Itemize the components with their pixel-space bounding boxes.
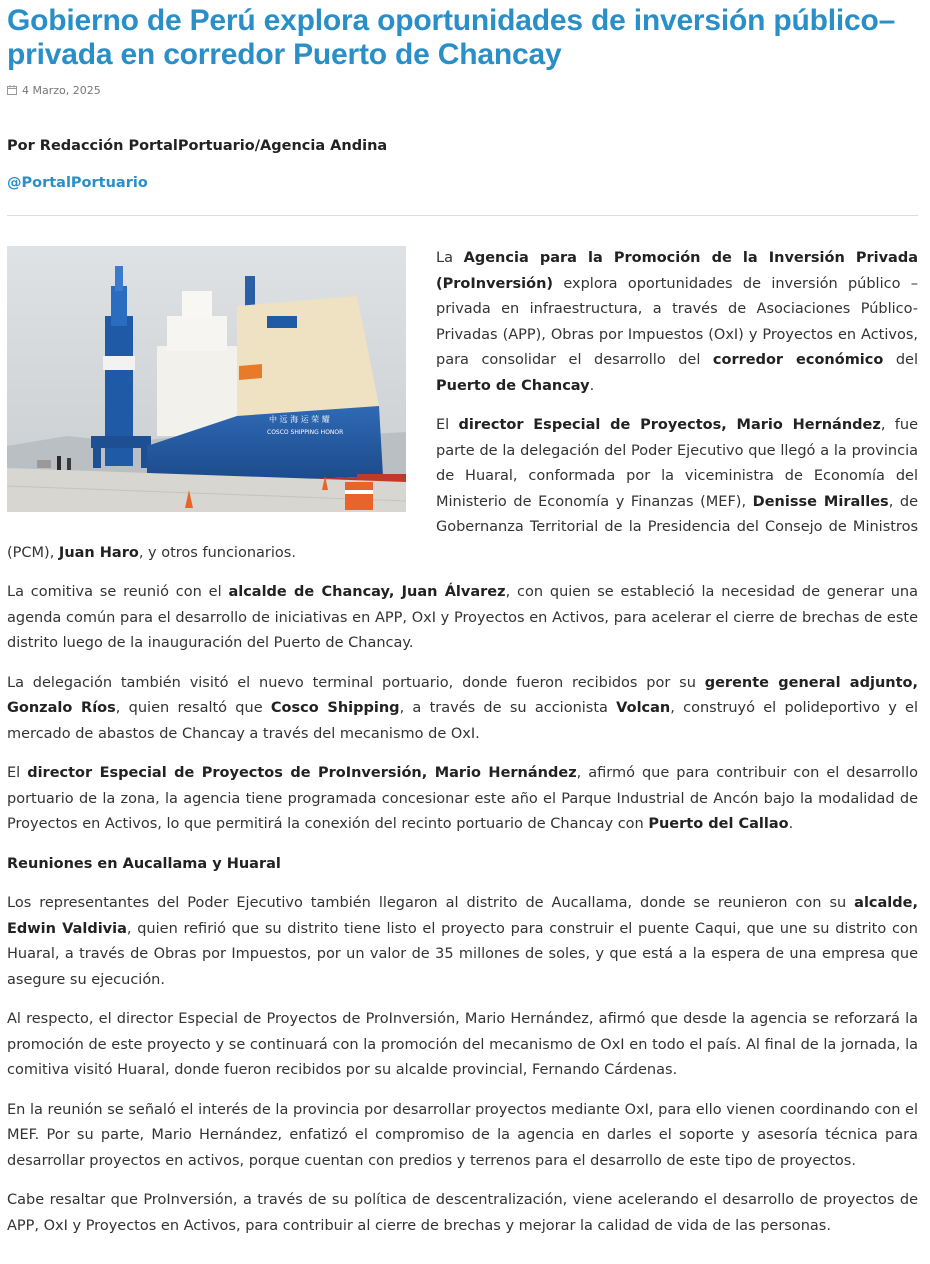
- paragraph-8: En la reunión se señaló el interés de la provincia por desarrollar proyectos mediante OxI, para ello vienen coordinando con el MEF. Por su parte, Mario Hernández, enfatizó el compromiso de la agencia en darles el soporte y asesoría técnica para desarrollar proyectos en activos, porque cuentan con predios y terrenos para el desarrollo de este tipo de proyectos.: [7, 1101, 918, 1169]
- byline: Por Redacción PortalPortuario/Agencia Andina: [7, 138, 388, 154]
- paragraph-6: Los representantes del Poder Ejecutivo también llegaron al distrito de Aucallama, donde se reunieron con su alcalde, Edwin Valdivia, quien refirió que su distrito tiene listo el proyecto para construir el puente Caqui, que une su distrito con Huaral, a través de Obras por Impuestos, por un valor de 35 millones de soles, y que está a la espera de una empresa que asegure su ejecución.: [7, 895, 918, 988]
- svg-text:COSCO SHIPPING HONOR: COSCO SHIPPING HONOR: [267, 429, 344, 436]
- article-meta: [7, 82, 918, 98]
- paragraph-2: El director Especial de Proyectos, Mario Hernández, fue parte de la delegación del Poder Ejecutivo que llegó a la provincia de Huaral, conformada por la viceministra de Economía del Ministerio de Economía y Finanzas (MEF), Denisse Miralles, de Gobernanza Territorial de la Presidencia del Consejo de Ministros (PCM), Juan Haro, y otros funcionarios.: [7, 417, 919, 561]
- section-subheading: Reuniones en Aucallama y Huaral: [7, 855, 281, 872]
- twitter-handle-link[interactable]: @PortalPortuario: [7, 175, 148, 191]
- svg-text:中 远 海 运 荣 耀: 中 远 海 运 荣 耀: [269, 415, 330, 424]
- paragraph-1: La Agencia para la Promoción de la Inversión Privada (ProInversión) explora oportunidades de inversión público –privada en infraestructura, a través de Asociaciones Público-Privadas (APP), Obras por Impuestos (OxI) y Proyectos en Activos, para consolidar el desarrollo del corredor económico del Puerto de Chancay.: [436, 250, 919, 394]
- calendar-icon: [7, 85, 17, 95]
- article-photo: [7, 246, 406, 512]
- paragraph-4: La delegación también visitó el nuevo terminal portuario, donde fueron recibidos por su gerente general adjunto, Gonzalo Ríos, quien resaltó que Cosco Shipping, a través de su accionista Volcan, construyó el polideportivo y el mercado de abastos de Chancay a través del mecanismo de OxI.: [7, 674, 918, 742]
- paragraph-5: El director Especial de Proyectos de ProInversión, Mario Hernández, afirmó que para contribuir con el desarrollo portuario de la zona, la agencia tiene programada concesionar este año el Parque Industrial de Ancón bajo la modalidad de Proyectos en Activos, lo que permitirá la conexión del recinto portuario de Chancay con Puerto del Callao.: [7, 765, 918, 832]
- publish-date: 4 Marzo, 2025: [22, 83, 101, 97]
- article-title: Gobierno de Perú explora oportunidades de inversión público–privada en corredor Puerto de Chancay: [7, 4, 896, 71]
- paragraph-9: Cabe resaltar que ProInversión, a través de su política de descentralización, viene acelerando el desarrollo de proyectos de APP, OxI y Proyectos en Activos, para contribuir al cierre de brechas y mejorar la calidad de vida de las personas.: [7, 1192, 918, 1234]
- article: [0, 4, 930, 1239]
- divider: [7, 215, 918, 216]
- article-body: [7, 246, 918, 1239]
- paragraph-7: Al respecto, el director Especial de Proyectos de ProInversión, Mario Hernández, afirmó que desde la agencia se reforzará la promoción de este proyecto y se continuará con la promoción del mecanismo de OxI en todo el país. Al final de la jornada, la comitiva visitó Huaral, donde fueron recibidos por su alcalde provincial, Fernando Cárdenas.: [7, 1011, 918, 1078]
- paragraph-3: La comitiva se reunió con el alcalde de Chancay, Juan Álvarez, con quien se estableció la necesidad de generar una agenda común para el desarrollo de iniciativas en APP, OxI y Proyectos en Activos, para acelerar el cierre de brechas de este distrito luego de la inauguración del Puerto de Chancay.: [7, 584, 919, 651]
